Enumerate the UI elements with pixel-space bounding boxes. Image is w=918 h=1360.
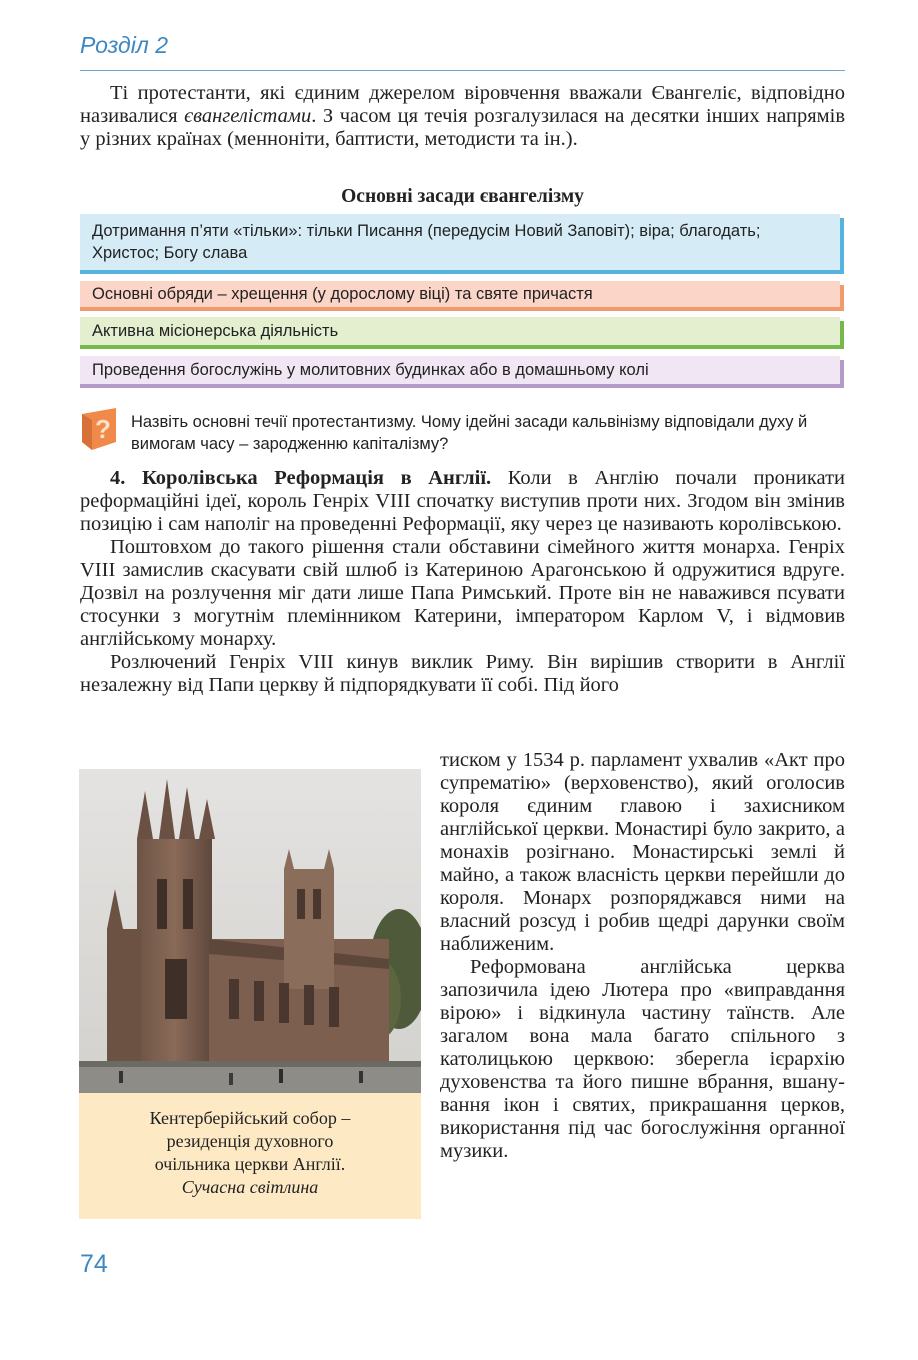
caption-line: Кентерберійський собор – (149, 1108, 351, 1128)
principle-text: Активна місіонерська діяльність (92, 322, 339, 340)
paragraph: Реформована англійська церква запозичила ідею Лютера про «виправдання вірою» і відкинула частину таїнств. Але загалом вона мала багато спільного з католицькою церквою: зберегла ієрархію духовенства та його пишне вбрання, вшанування ікон і святих, прикрашання церков, використання під час богослужіння органної музики. (440, 956, 845, 1162)
section-4-heading: 4. Королівська Реформація в Англії. (110, 467, 492, 489)
intro-paragraph (80, 82, 845, 151)
right-column-text (440, 749, 845, 1163)
figure-caption (79, 1093, 421, 1219)
caption-line: очільника церкви Англії. (154, 1154, 346, 1174)
principle-band-2 (80, 281, 840, 311)
intro-text-end: . З часом ця течія розгалузилася на десятки інших напрямів у різних країнах (меннонiти, баптисти, методисти та ін.). (80, 105, 845, 150)
paragraph: Поштовхом до такого рішення стали обставини сімейного життя монарха. Генріх VIII замислив скасувати свій шлюб із Катериною Арагонською й одружитися вдруге. Дозвіл на розлучення міг дати лише Папа Римський. Проте він не наважився псувати стосунки з могутнім племінником Катерини, імператором Карлом V, і відмовив англійському монарху. (80, 536, 845, 650)
principle-band-1 (80, 214, 840, 274)
section-label: Розділ 2 (80, 32, 169, 58)
principle-band-4 (80, 356, 840, 388)
caption-line: резиденція духовного (166, 1131, 334, 1151)
section-4-text (80, 467, 845, 697)
question-mark-icon (82, 408, 116, 450)
page-number: 74 (80, 1250, 108, 1278)
question-text: Назвіть основні течії протестантизму. Чому ідейні засади кальвінізму відповідали духу й вимогам часу – зародженню капіталізму? (131, 413, 808, 453)
caption-source: Сучасна світлина (181, 1177, 319, 1197)
principles-title: Основні засади євангелізму (341, 186, 584, 207)
cathedral-figure (79, 769, 421, 1219)
principle-text: Проведення богослужінь у молитовних будинках або в домашньому колі (92, 361, 649, 379)
intro-text-start: Ті протестанти, які єдиним джерелом віровчення вважали Євангеліє, відповідно називалися (80, 82, 845, 127)
paragraph: Коли в Англію почали проникати реформаційні ідеї, король Генріх VIII спочатку виступив проти них. Згодом він змінив позицію і сам наполіг на проведенні Реформації, яку через це називають королівською. (80, 467, 845, 535)
canterbury-cathedral-photo (79, 769, 421, 1093)
paragraph: Розлючений Генріх VIII кинув виклик Риму. Він вирішив створити в Англії незалежну від Папи церкву й підпорядкувати її собі. Під його (80, 651, 845, 696)
svg-text:?: ? (95, 414, 111, 444)
paragraph: тиском у 1534 р. парламент ухвалив «Акт про супрематію» (верховенство), який оголосив короля єдиним главою і захисником англійської церкви. Монастирі було закрито, а монахів розігнано. Монастирські землі й майно, а також власність церкви перейшли до короля. Монарх розпоряджався ними на власний розсуд і робив щедрі дарунки своїм наближеним. (440, 749, 845, 955)
principle-text: Дотримання п’яти «тільки»: тільки Писання (передусім Новий Заповіт); віра; благодать; Христос; Богу слава (92, 222, 761, 262)
intro-italic-term: євангелістами (184, 105, 312, 127)
principle-band-3 (80, 317, 840, 349)
principle-text: Основні обряди – хрещення (у дорослому віці) та святе причастя (92, 285, 593, 303)
section-header (80, 32, 845, 71)
